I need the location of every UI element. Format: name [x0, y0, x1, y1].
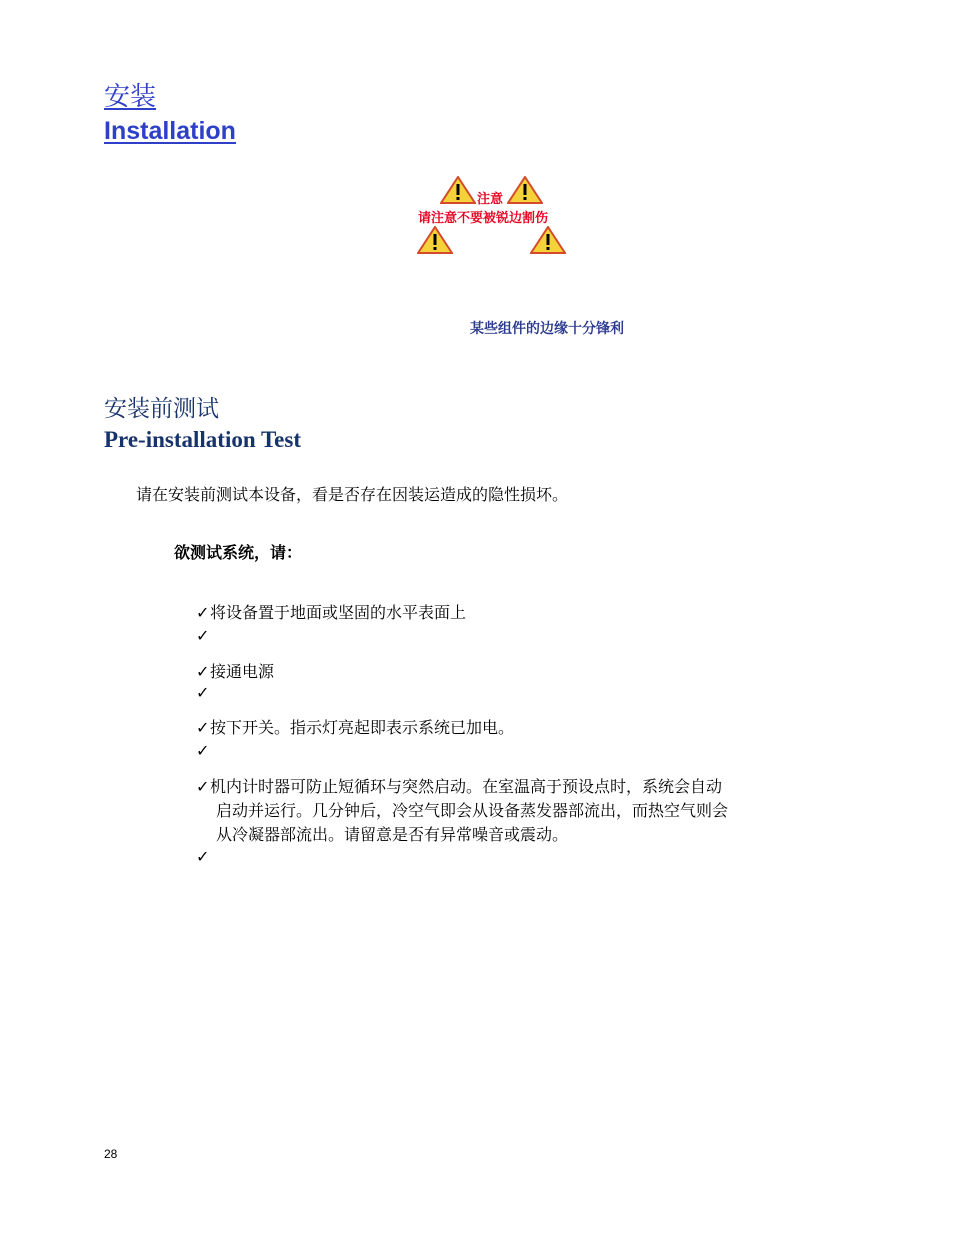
steps-lead: 欲测试系统，请：	[174, 543, 303, 562]
check-icon: ✓	[196, 777, 210, 796]
warning-triangle-icon	[507, 176, 543, 204]
step-item	[196, 775, 836, 847]
step-item	[196, 716, 836, 740]
step-item	[196, 601, 836, 625]
check-icon: ✓	[196, 662, 210, 681]
check-icon: ✓	[196, 741, 210, 760]
step-text: 按下开关。指示灯亮起即表示系统已加电。	[210, 718, 515, 737]
page-number: 28	[104, 1147, 118, 1161]
step-text-continued: 启动并运行。几分钟后，冷空气即会从设备蒸发器部流出，而热空气则会	[216, 801, 729, 820]
check-icon: ✓	[196, 683, 210, 702]
warning-triangle-icon	[417, 226, 453, 254]
step-text: 机内计时器可防止短循环与突然启动。在室温高于预设点时，系统会自动	[210, 777, 723, 796]
sharp-edges-note: 某些组件的边缘十分锋利	[470, 321, 624, 337]
step-text: 接通电源	[210, 662, 275, 681]
check-icon: ✓	[196, 847, 210, 866]
section-title-zh[interactable]: 安装	[104, 82, 157, 112]
section-title-en: Pre-installation Test	[104, 427, 302, 452]
intro-paragraph: 请在安装前测试本设备，看是否存在因装运造成的隐性损坏。	[136, 485, 569, 504]
caution-label: 注意	[477, 192, 504, 207]
warning-triangle-icon	[440, 176, 476, 204]
step-item	[196, 660, 836, 684]
caution-text: 请注意不要被锐边割伤	[418, 211, 549, 226]
step-text: 将设备置于地面或坚固的水平表面上	[210, 603, 467, 622]
step-text-continued: 从冷凝器部流出。请留意是否有异常噪音或震动。	[216, 825, 569, 844]
check-icon: ✓	[196, 718, 210, 737]
section-title-zh: 安装前测试	[104, 396, 219, 422]
section-title-en[interactable]: Installation	[104, 117, 236, 145]
warning-triangle-icon	[530, 226, 566, 254]
check-icon: ✓	[196, 626, 210, 645]
check-icon: ✓	[196, 603, 210, 622]
